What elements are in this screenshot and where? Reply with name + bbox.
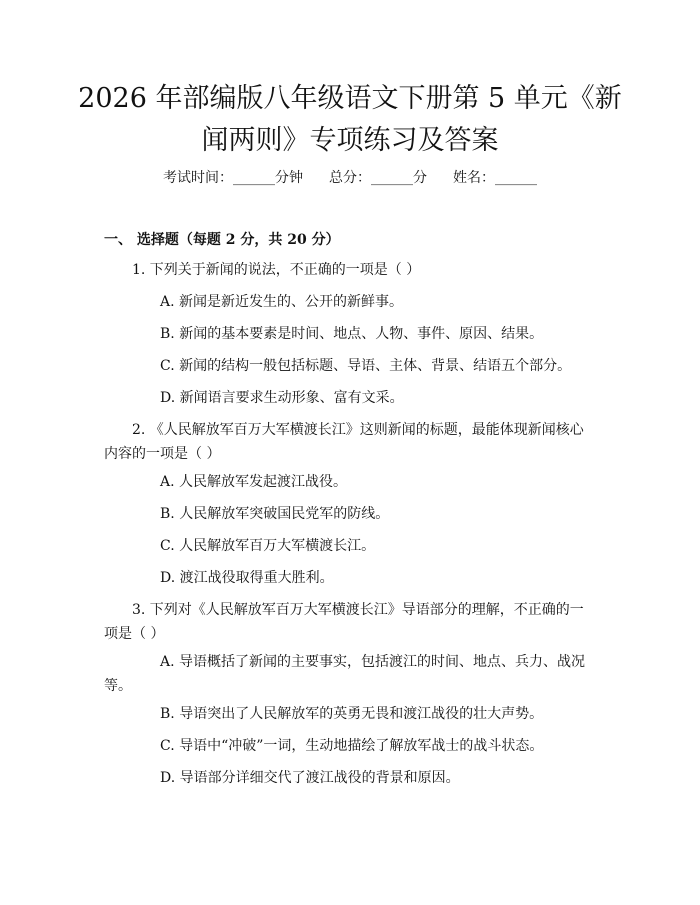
question-1-option-b: B. 新闻的基本要素是时间、地点、人物、事件、原因、结果。	[160, 326, 544, 342]
student-name-field: 姓名：______	[453, 170, 537, 186]
question-1-option-a: A. 新闻是新近发生的、公开的新鲜事。	[160, 294, 404, 310]
document-title: 2026 年部编版八年级语文下册第 5 单元《新闻两则》专项练习及答案	[78, 83, 622, 156]
question-1-option-d: D. 新闻语言要求生动形象、富有文采。	[160, 390, 404, 406]
total-score-field: 总分：______分	[329, 170, 427, 186]
exam-info-line	[0, 168, 700, 188]
question-3-stem: 3. 下列对《人民解放军百万大军横渡长江》导语部分的理解，不正确的一项是（ ）	[104, 602, 584, 642]
question-3-option-a: A. 导语概括了新闻的主要事实，包括渡江的时间、地点、兵力、战况等。	[104, 654, 586, 694]
section-heading-choice: 一、 选择题（每题 2 分，共 20 分）	[104, 232, 340, 248]
question-3-option-b: B. 导语突出了人民解放军的英勇无畏和渡江战役的壮大声势。	[160, 706, 544, 722]
question-2-stem: 2. 《人民解放军百万大军横渡长江》这则新闻的标题，最能体现新闻核心内容的一项是（ ）	[104, 422, 584, 462]
exam-time-field: 考试时间：______分钟	[163, 170, 303, 186]
question-3-option-d: D. 导语部分详细交代了渡江战役的背景和原因。	[160, 770, 460, 786]
question-2-option-b: B. 人民解放军突破国民党军的防线。	[160, 506, 390, 522]
question-2-option-a: A. 人民解放军发起渡江战役。	[160, 474, 348, 490]
question-1-stem: 1. 下列关于新闻的说法，不正确的一项是（ ）	[132, 262, 421, 278]
question-2-option-c: C. 人民解放军百万大军横渡长江。	[160, 538, 376, 554]
question-3-option-c: C. 导语中“冲破”一词，生动地描绘了解放军战士的战斗状态。	[160, 738, 544, 754]
question-1-option-c: C. 新闻的结构一般包括标题、导语、主体、背景、结语五个部分。	[160, 358, 572, 374]
question-2-option-d: D. 渡江战役取得重大胜利。	[160, 570, 334, 586]
